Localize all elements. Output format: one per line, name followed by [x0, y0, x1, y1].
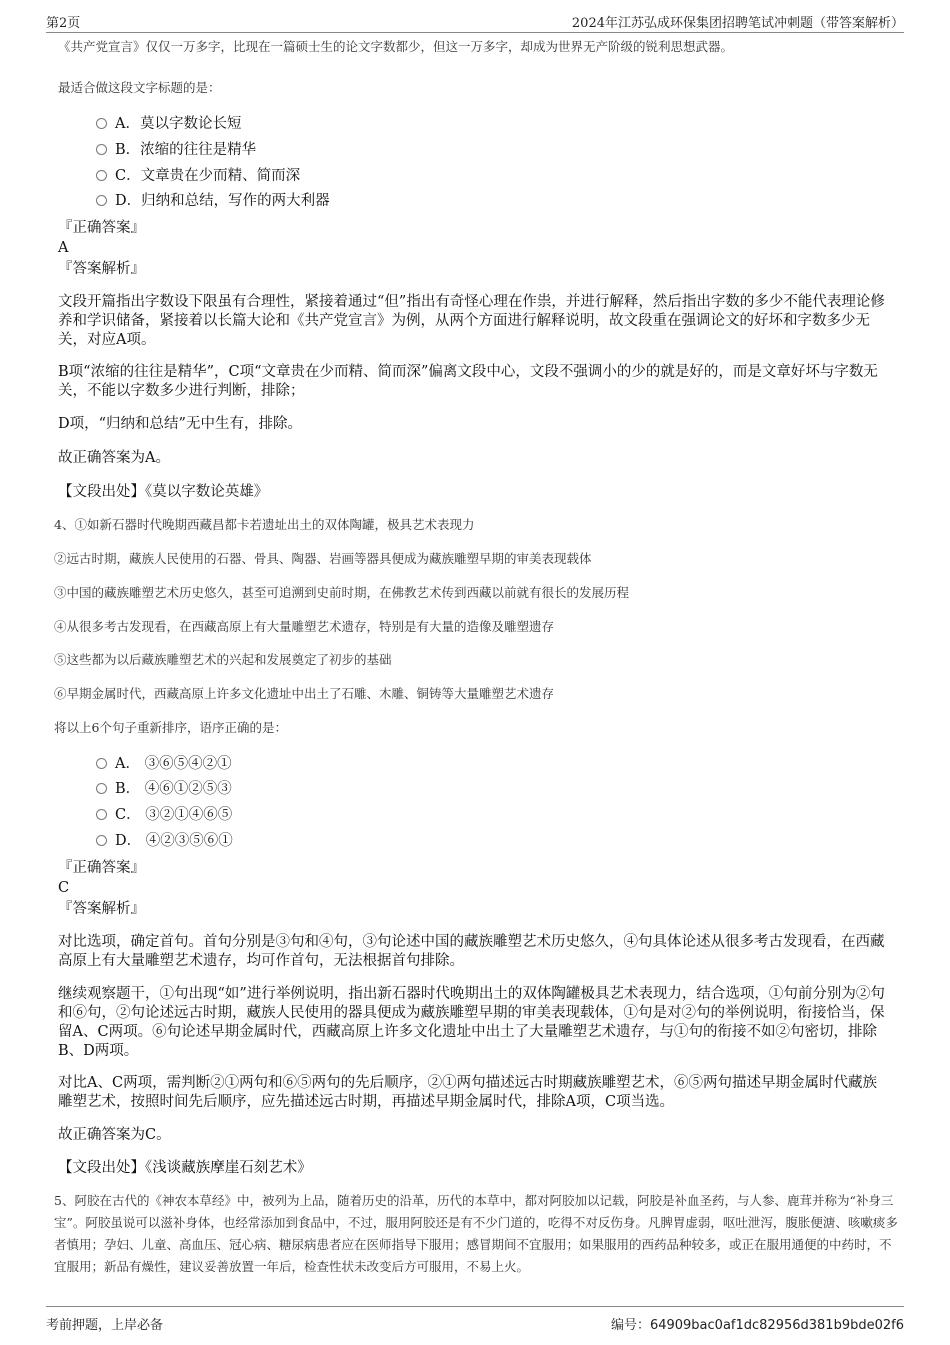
radio-icon[interactable] — [96, 809, 107, 820]
q3-prompt: 最适合做这段文字标题的是： — [58, 80, 221, 95]
q4-sentence-1: 4、①如新石器时代晚期西藏昌都卡若遗址出土的双体陶罐，极具艺术表现力 — [54, 517, 475, 532]
q4-prompt: 将以上6个句子重新排序，语序正确的是： — [54, 720, 287, 735]
q4-source: 【文段出处】《浅谈藏族摩崖石刻艺术》 — [58, 1160, 312, 1176]
radio-icon[interactable] — [96, 835, 107, 846]
q4-analysis-3: 对比A、C两项，需判断②①两句和⑥⑤两句的先后顺序，②①两句描述远古时期藏族雕塑艺术，⑥⑤两句描述早期金属时代藏族雕塑艺术，按照时间先后顺序，应先描述远古时期，再描述早期金属时代，排除A项，C项当选。 — [58, 1075, 878, 1110]
radio-icon[interactable] — [96, 118, 107, 129]
q3-option-a[interactable]: A．莫以字数论长短 — [96, 113, 241, 135]
page-number: 第2页 — [46, 16, 81, 31]
q4-analysis-2: 继续观察题干，①句出现“如”进行举例说明，指出新石器时代晚期出土的双体陶罐极具艺术表现力，结合选项，①句前分别为②句和⑥句，②句论述远古时期，藏族人民使用的器具便成为藏族雕塑早期的审美表现载体，①句是对②句的举例说明，衔接恰当，保留A、C两项。⑥句论述早期金属时代，西藏高原上许多文化遗址中出土了大量雕塑艺术遗存，与①句的衔接不如②句密切，排除B、D两项。 — [58, 986, 885, 1059]
document-title: 2024年江苏弘成环保集团招聘笔试冲刺题（带答案解析） — [571, 16, 904, 31]
radio-icon[interactable] — [96, 783, 107, 794]
q4-analysis-4: 故正确答案为C。 — [58, 1127, 171, 1143]
q4-sentence-4: ④从很多考古发现看，在西藏高原上有大量雕塑艺术遗存，特别是有大量的造像及雕塑遗存 — [54, 619, 555, 634]
q4-answer-label: 『正确答案』 — [58, 860, 145, 876]
q5-text: 5、阿胶在古代的《神农本草经》中，被列为上品，随着历史的沿革，历代的本草中，都对阿胶加以记载，阿胶是补血圣药，与人参、鹿茸并称为“补身三宝”。阿胶虽说可以滋补身体，也经常添加到食品中，不过，服用阿胶还是有不少门道的，吃得不对反伤身。凡脾胃虚弱，呕吐泄泻，腹胀便溏、咳嗽痰多者慎用；孕妇、儿童、高血压、冠心病、糖尿病患者应在医师指导下服用；感冒期间不宜服用；如果服用的西药品种较多，或正在服用通便的中药时，不宜服用；新品有燥性，建议妥善放置一年后，检查性状未改变后方可服用，不易上火。 — [54, 1193, 898, 1274]
q4-sentence-3: ③中国的藏族雕塑艺术历史悠久，甚至可追溯到史前时期，在佛教艺术传到西藏以前就有很长的发展历程 — [54, 585, 630, 600]
footer-code-label: 编号： — [610, 1318, 650, 1333]
q3-answer: A — [58, 240, 69, 256]
radio-icon[interactable] — [96, 170, 107, 181]
q3-answer-label: 『正确答案』 — [58, 220, 145, 236]
q4-option-b[interactable]: B． ④⑥①②⑤③ — [96, 778, 232, 800]
q4-sentence-5: ⑤这些都为以后藏族雕塑艺术的兴起和发展奠定了初步的基础 — [54, 652, 392, 667]
q3-source: 【文段出处】《莫以字数论英雄》 — [58, 484, 269, 500]
q3-option-d[interactable]: D．归纳和总结，写作的两大利器 — [96, 190, 330, 212]
q4-analysis-1: 对比选项，确定首句。首句分别是③句和④句，③句论述中国的藏族雕塑艺术历史悠久，④句具体论述从很多考古发现看，在西藏高原上有大量雕塑艺术遗存，均可作首句，无法根据首句排除。 — [58, 934, 885, 969]
radio-icon[interactable] — [96, 758, 107, 769]
q3-analysis-label: 『答案解析』 — [58, 261, 145, 277]
q4-analysis-label: 『答案解析』 — [58, 901, 145, 917]
q4-sentence-2: ②远古时期，藏族人民使用的石器、骨具、陶器、岩画等器具便成为藏族雕塑早期的审美表现载体 — [54, 551, 592, 566]
q3-passage: 《共产党宣言》仅仅一万多字，比现在一篇硕士生的论文字数都少，但这一万多字，却成为世界无产阶级的锐利思想武器。 — [58, 39, 734, 54]
q3-option-c[interactable]: C．文章贵在少而精、简而深 — [96, 165, 300, 187]
footer-code — [611, 1314, 904, 1333]
page-footer — [46, 1306, 904, 1333]
q4-answer: C — [58, 880, 70, 896]
page-header — [46, 10, 904, 33]
q3-analysis-3: D项，“归纳和总结”无中生有，排除。 — [58, 416, 302, 432]
q4-sentence-6: ⑥早期金属时代，西藏高原上许多文化遗址中出土了石雕、木雕、铜铸等大量雕塑艺术遗存 — [54, 686, 555, 701]
radio-icon[interactable] — [96, 144, 107, 155]
q4-option-d[interactable]: D． ④②③⑤⑥① — [96, 830, 233, 852]
radio-icon[interactable] — [96, 195, 107, 206]
q4-option-c[interactable]: C． ③②①④⑥⑤ — [96, 804, 232, 826]
q3-analysis-2: B项“浓缩的往往是精华”，C项“文章贵在少而精、简而深”偏离文段中心，文段不强调小的少的就是好的，而是文章好坏与字数无关，不能以字数多少进行判断，排除； — [58, 364, 878, 399]
q3-option-b[interactable]: B．浓缩的往往是精华 — [96, 139, 256, 161]
q4-option-a[interactable]: A． ③⑥⑤④②① — [96, 753, 232, 775]
footer-code-value: 64909bac0af1dc82956d381b9bde02f6 — [649, 1318, 904, 1333]
q3-analysis-4: 故正确答案为A。 — [58, 450, 170, 466]
q3-analysis-1: 文段开篇指出字数设下限虽有合理性，紧接着通过“但”指出有奇怪心理在作祟，并进行解释，然后指出字数的多少不能代表理论修养和学识储备，紧接着以长篇大论和《共产党宣言》为例，从两个方面进行解释说明，故文段重在强调论文的好坏和字数多少无关，对应A项。 — [58, 294, 885, 348]
footer-slogan: 考前押题，上岸必备 — [46, 1318, 164, 1333]
